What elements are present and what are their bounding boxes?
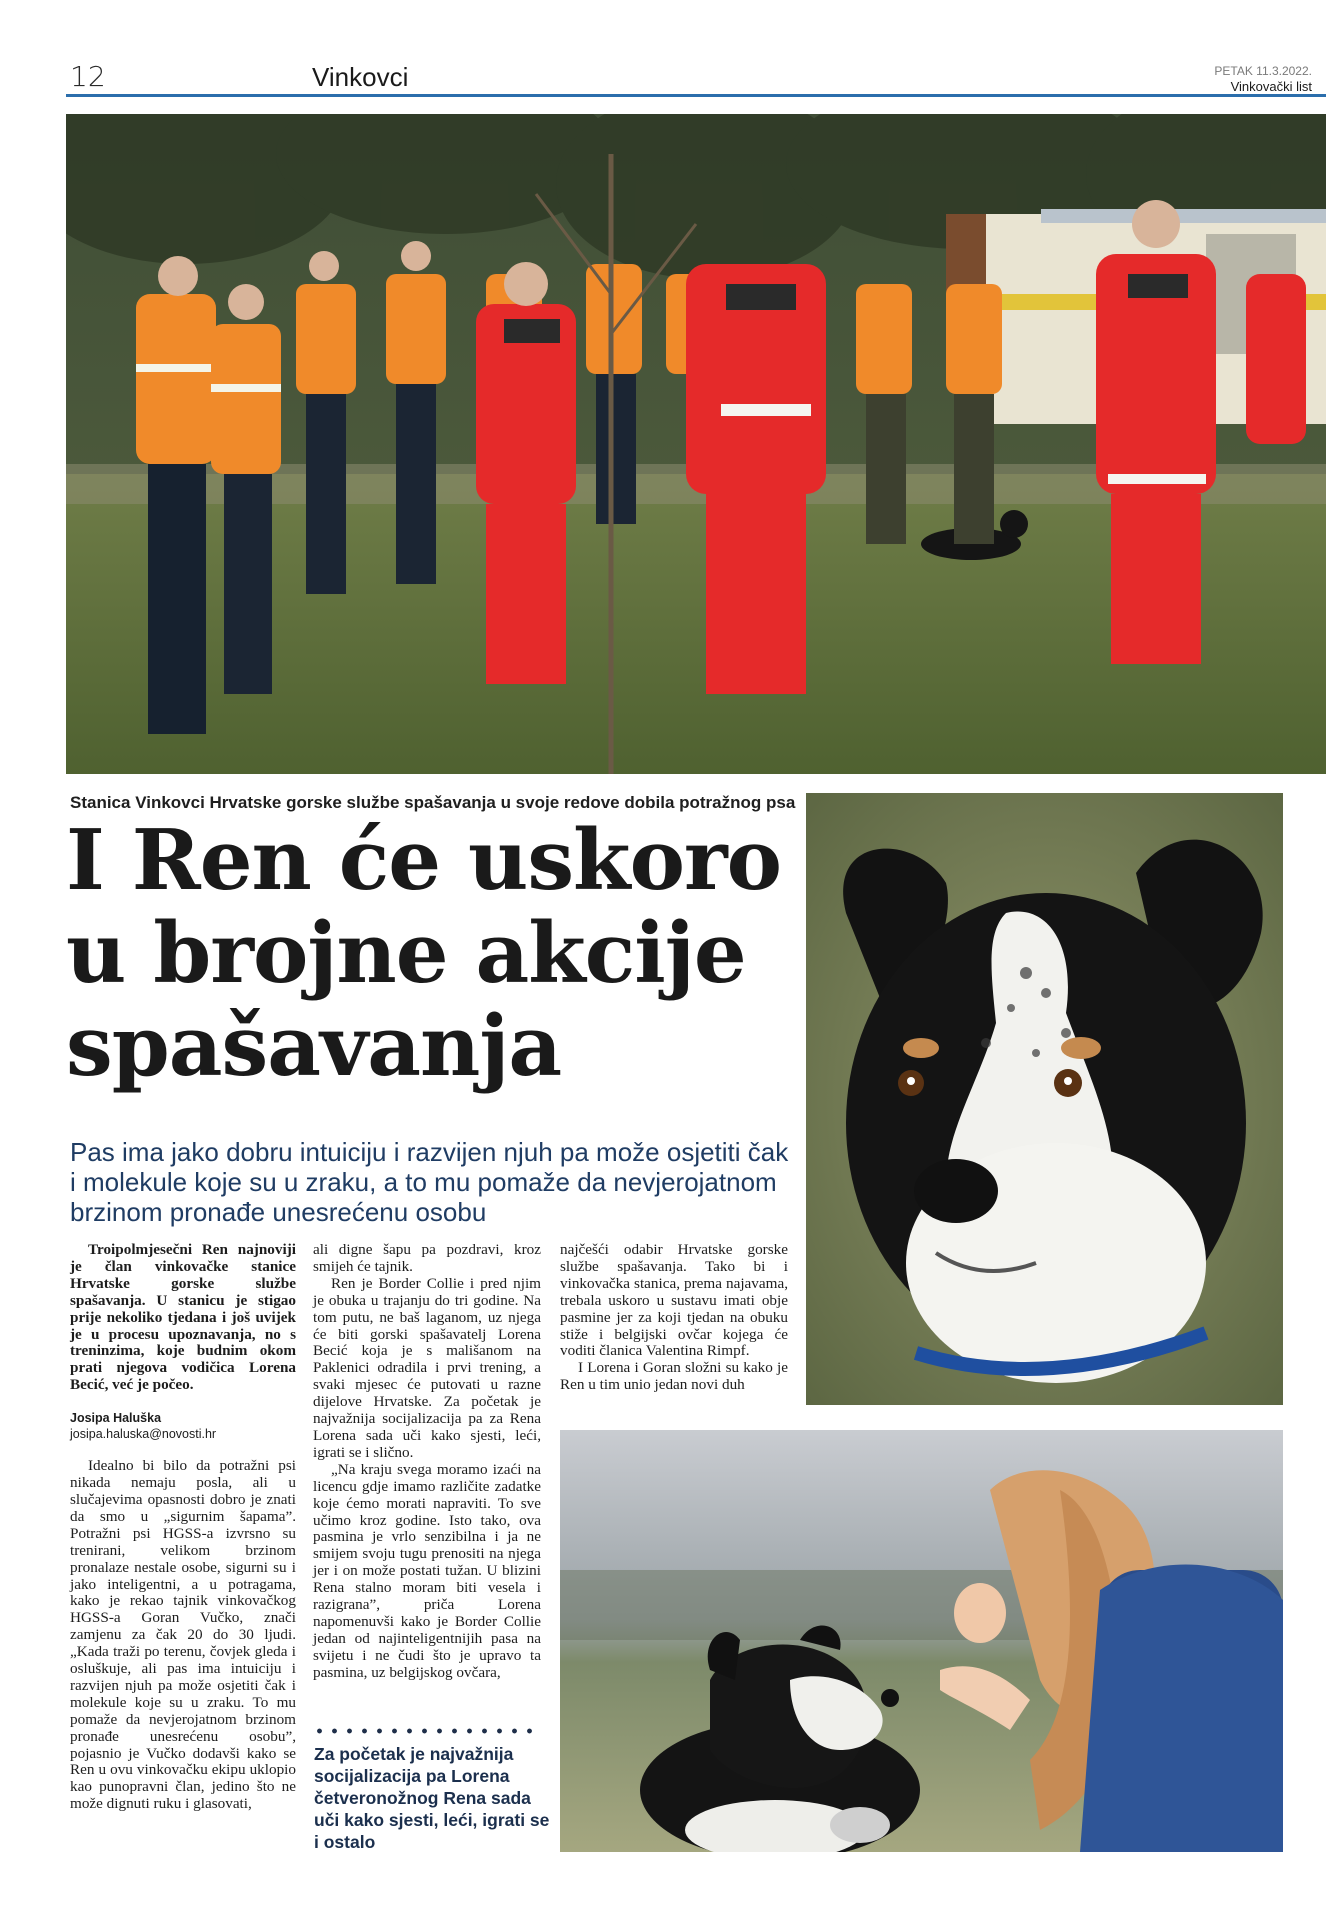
author-name: Josipa Haluška	[70, 1411, 162, 1426]
section-title: Vinkovci	[312, 62, 409, 92]
article-intro	[70, 1242, 296, 1394]
puppy-portrait-photo	[806, 793, 1283, 1405]
body-paragraph: Idealno bi bilo da potražni psi nikada nemaju posla, ali u slučajevima opasnosti dobro je znati da smo u „sigurnim šapama”. Potražni psi HGSS-a izvrsno su trenirani, velikom brzinom pronalaze nestale osobe, sigurni su i jako inteligentni, a u potragama, kako je rekao tajnik vinkovačkog HGSS-a Goran Vučko, znači zamjenu za čak 20 do 30 ljudi. „Kada traži po terenu, čovjek gleda i osluškuje, ali pas ima intuiciju i razvijen njuh pa može osjetiti čak i molekule koje su u zraku. To mu pomaže da nevjerojatnom brzinom pronađe unesrećenu osobu”, pojasnio je Vučko dodavši kako se Ren u ovu vinkovačku ekipu uklopio kao punopravni član, jedino što ne može dignuti ruku i glasovati,	[70, 1457, 296, 1813]
page-number: 12	[70, 60, 106, 93]
article-column-2	[313, 1242, 541, 1682]
intro-paragraph: Troipolmjesečni Ren najnoviji je član vinkovačke stanice Hrvatske gorske službe spašavanja. U stanicu je stigao prije nekoliko tjedana i još uvijek je u procesu upoznavanja, no s treninzima, koje budnim okom prati njegova vodičica Lorena Becić, već je počeo.	[70, 1241, 296, 1394]
pullquote: Za početak je najvažnija socijalizacija pa Lorena četveronožnog Rena sada uči kako sjesti, leći, igrati se i ostalo	[314, 1744, 550, 1852]
body-paragraph: Ren je Border Collie i pred njim je obuka u trajanju do tri godine. Na tom putu, ne baš laganom, uz njega će biti gorski spašavatelj Lorena Becić koja je s mališanom na Paklenici odradila i prvi trening, a svaki mjesec će putovati u razne dijelove Hrvatske. Za početak je najvažnija socijalizacija pa za Rena Lorena sada uči kako sjesti, leći, igrati se i slično.	[313, 1274, 541, 1461]
author-byline	[70, 1410, 296, 1442]
article-column-1	[70, 1242, 296, 1813]
header-rule	[66, 94, 1326, 97]
article-headline: I Ren će uskoro u brojne akcije spašavanja	[66, 811, 782, 1095]
article-kicker: Stanica Vinkovci Hrvatske gorske službe spašavanja u svoje redove dobila potražnog psa	[70, 793, 796, 812]
pullquote-dots	[312, 1727, 540, 1735]
publication-name: Vinkovački list	[1230, 79, 1312, 94]
dateline	[1214, 64, 1312, 94]
body-paragraph: ali digne šapu pa pozdravi, kroz smijeh će tajnik.	[313, 1241, 541, 1275]
body-paragraph: I Lorena i Goran složni su kako je Ren u tim unio jedan novi duh	[560, 1359, 788, 1394]
body-paragraph: najčešći odabir Hrvatske gorske službe spašavanja. Tako bi i vinkovačka stanica, prema najavama, trebala uskoro u sustavu imati obje pasmine jer za koji tjedan na obuku stiže i belgijski ovčar kojega će voditi članica Valentina Rimpf.	[560, 1241, 788, 1360]
article-lead: Pas ima jako dobru intuiciju i razvijen njuh pa može osjetiti čak i molekule koje su u zraku, a to mu pomaže da nevjerojatnom brzinom pronađe unesrećenu osobu	[70, 1137, 789, 1227]
author-email[interactable]: josipa.haluska@novosti.hr	[70, 1427, 217, 1442]
article-column-3	[560, 1242, 788, 1394]
group-rescue-training-photo	[66, 114, 1326, 774]
body-paragraph: „Na kraju svega moramo izaći na licencu gdje imamo različite zadatke koje ćemo morati napraviti. To sve učimo kroz godine. Isto tako, ova pasmina je vrlo senzibilna i ja ne smijem svoju tugu prenositi na njega jer i on može postati tužan. U blizini Rena stalno moram biti vesela i razigrana”, priča Lorena napomenuvši kako je Border Collie jedan od najinteligentnijih pasa na svijetu i ne čudi što je upravo ta pasmina, uz belgijskog ovčara,	[313, 1460, 541, 1681]
handler-feeding-puppy-photo	[560, 1430, 1283, 1852]
issue-date: PETAK 11.3.2022.	[1214, 64, 1312, 78]
